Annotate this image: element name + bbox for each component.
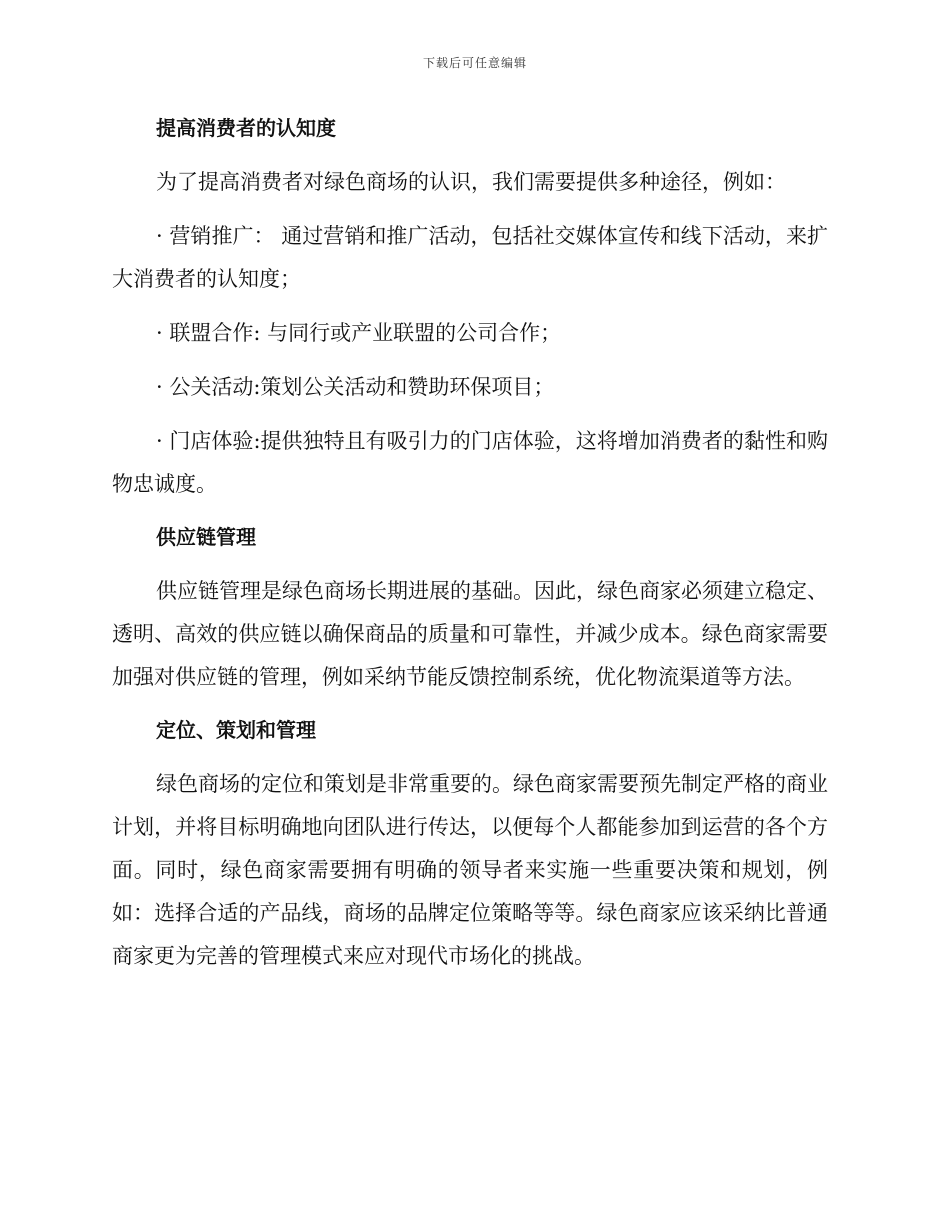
bullet-item-pr: · 公关活动:策划公关活动和赞助环保项目； bbox=[156, 375, 555, 399]
section-heading-supply-chain: 供应链管理 bbox=[156, 525, 256, 549]
section-heading-positioning: 定位、策划和管理 bbox=[156, 718, 316, 742]
header-note: 下载后可任意编辑 bbox=[422, 56, 527, 70]
paragraph: 为了提高消费者对绿色商场的认识，我们需要提供多种途径，例如： bbox=[156, 170, 786, 194]
document-body bbox=[112, 108, 828, 989]
paragraph: 供应链管理是绿色商场长期进展的基础。因此，绿色商家必须建立稳定、透明、高效的供应链以确保商品的质量和可靠性，并减少成本。绿色商家需要加强对供应链的管理，例如采纳节能反馈控制系统，优化物流渠道等方法。 bbox=[112, 579, 828, 689]
bullet-item-marketing: · 营销推广： 通过营销和推广活动，包括社交媒体宣传和线下活动，来扩大消费者的认知度； bbox=[112, 224, 828, 291]
section-heading-awareness: 提高消费者的认知度 bbox=[156, 116, 336, 140]
bullet-item-alliance: · 联盟合作: 与同行或产业联盟的公司合作； bbox=[156, 321, 562, 345]
paragraph: 绿色商场的定位和策划是非常重要的。绿色商家需要预先制定严格的商业计划，并将目标明确地向团队进行传达，以便每个人都能参加到运营的各个方面。同时，绿色商家需要拥有明确的领导者来实施一些重要决策和规划，例如：选择合适的产品线，商场的品牌定位策略等等。绿色商家应该采纳比普通商家更为完善的管理模式来应对现代市场化的挑战。 bbox=[112, 772, 828, 968]
bullet-item-store-experience: · 门店体验:提供独特且有吸引力的门店体验，这将增加消费者的黏性和购物忠诚度。 bbox=[112, 429, 828, 496]
